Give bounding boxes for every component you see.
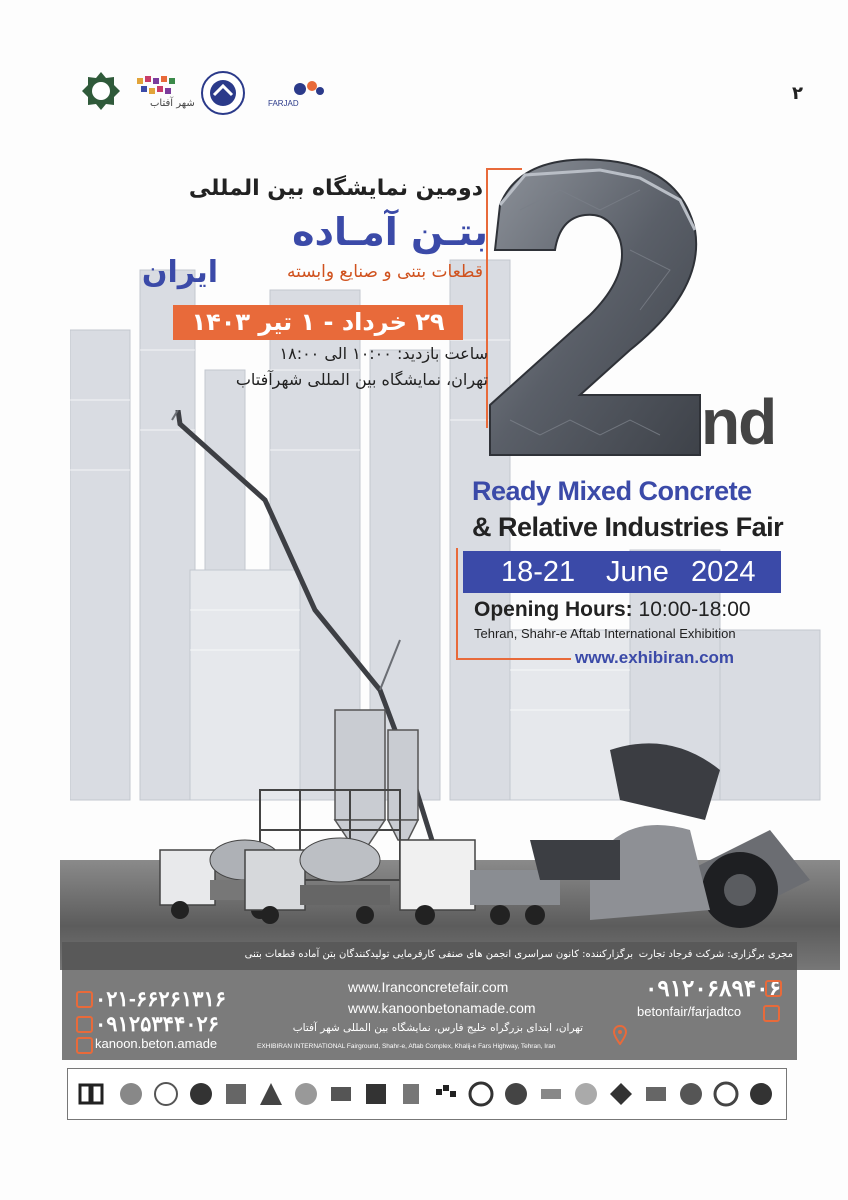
instagram-left[interactable]: kanoon.beton.amade: [95, 1036, 218, 1051]
organizer-fa: برگزارکننده: کانون سراسری انجمن های صنفی کارفرمایی تولیدکنندگان بتن آماده قطعات بتنی: [244, 949, 633, 960]
location-pin-icon: [613, 1025, 627, 1045]
date-en-days: 18-21: [501, 556, 576, 588]
sponsor-logo: [78, 1081, 104, 1107]
address-fa: تهران، ابتدای بزرگراه خلیج فارس، نمایشگاه بین المللی شهر آفتاب: [292, 1022, 583, 1034]
sponsor-logo: [713, 1081, 739, 1107]
sponsor-logo: [643, 1081, 669, 1107]
association-logo: [200, 70, 246, 116]
sponsor-logo: [433, 1081, 459, 1107]
sponsor-logo: [538, 1081, 564, 1107]
sponsor-logo: [223, 1081, 249, 1107]
venue-en: Tehran, Shahr-e Aftab International Exhibition: [474, 626, 736, 641]
sponsor-logo: [748, 1081, 774, 1107]
municipality-logo: [80, 70, 122, 116]
fair-title-en-line2: & Relative Industries Fair: [472, 512, 784, 542]
sponsor-logo: [398, 1081, 424, 1107]
sponsor-logo: [258, 1081, 284, 1107]
sponsor-logo: [363, 1081, 389, 1107]
website-iranconcretefair[interactable]: www.Iranconcretefair.com: [348, 979, 509, 995]
venue-fa: تهران، نمایشگاه بین المللی شهرآفتاب: [235, 370, 488, 389]
phone-right[interactable]: ۰۹۱۲۰۶۸۹۴۰۶: [645, 975, 781, 1001]
phone-left-1[interactable]: ۰۲۱-۶۶۲۶۱۳۱۶: [95, 988, 227, 1011]
whatsapp-icon: [76, 1016, 93, 1033]
corner-handwritten-mark: ۲: [792, 83, 803, 104]
date-en-month: June: [606, 556, 669, 588]
instagram-icon: [763, 1005, 780, 1022]
farjad-logo-text: FARJAD: [268, 99, 299, 108]
sponsor-logo: [188, 1081, 214, 1107]
instagram-icon: [76, 1037, 93, 1054]
sponsor-logo: [153, 1081, 179, 1107]
farjad-logo: [262, 78, 326, 100]
sponsor-logo: [608, 1081, 634, 1107]
opening-hours-value: 10:00-18:00: [638, 598, 751, 621]
executor-fa: مجری برگزاری: شرکت فرجاد تجارت: [638, 949, 793, 960]
fair-title-fa-line1: دومین نمایشگاه بین المللی: [188, 176, 483, 201]
sponsor-logo: [573, 1081, 599, 1107]
sponsor-logo: [678, 1081, 704, 1107]
aftab-logo-text: شهر آفتاب: [150, 98, 195, 109]
phone-icon: [76, 991, 93, 1008]
fair-country-fa: ایران: [141, 255, 218, 290]
phone-icon: [765, 980, 782, 997]
sponsor-logo: [468, 1081, 494, 1107]
date-en-year: 2024: [691, 556, 756, 588]
sponsor-logo: [118, 1081, 144, 1107]
aftab-logo: [135, 72, 183, 100]
sponsor-logo: [503, 1081, 529, 1107]
fair-title-en-line1: Ready Mixed Concrete: [472, 476, 752, 506]
address-en: EXHIBIRAN INTERNATIONAL Fairground, Shahr-e, Aftab Complex, Khalij-e Fars Highway, Tehran, Iran: [257, 1043, 556, 1050]
sponsors-strip: [67, 1068, 787, 1120]
instagram-right[interactable]: betonfair/farjadtco: [637, 1004, 742, 1019]
concrete-machinery-illustration: [150, 410, 840, 930]
fair-subtitle-fa: قطعات بتنی و صنایع وابسته: [286, 262, 483, 282]
website-kanoonbetonamade[interactable]: www.kanoonbetonamade.com: [348, 1000, 536, 1016]
sponsor-logo: [293, 1081, 319, 1107]
edition-ordinal-suffix: nd: [701, 386, 776, 458]
phone-left-2[interactable]: ۰۹۱۲۵۳۴۴۰۲۶: [95, 1013, 220, 1036]
date-fa-banner: ۲۹ خرداد - ۱ تیر ۱۴۰۳: [173, 305, 463, 340]
website-link[interactable]: www.exhibiran.com: [575, 648, 735, 667]
fair-title-fa-main: بتـن آمـاده: [292, 210, 488, 254]
sponsor-logo: [328, 1081, 354, 1107]
hours-fa: ساعت بازدید: ۱۰:۰۰ الی ۱۸:۰۰: [279, 344, 488, 363]
opening-hours-label: Opening Hours:: [474, 598, 633, 621]
